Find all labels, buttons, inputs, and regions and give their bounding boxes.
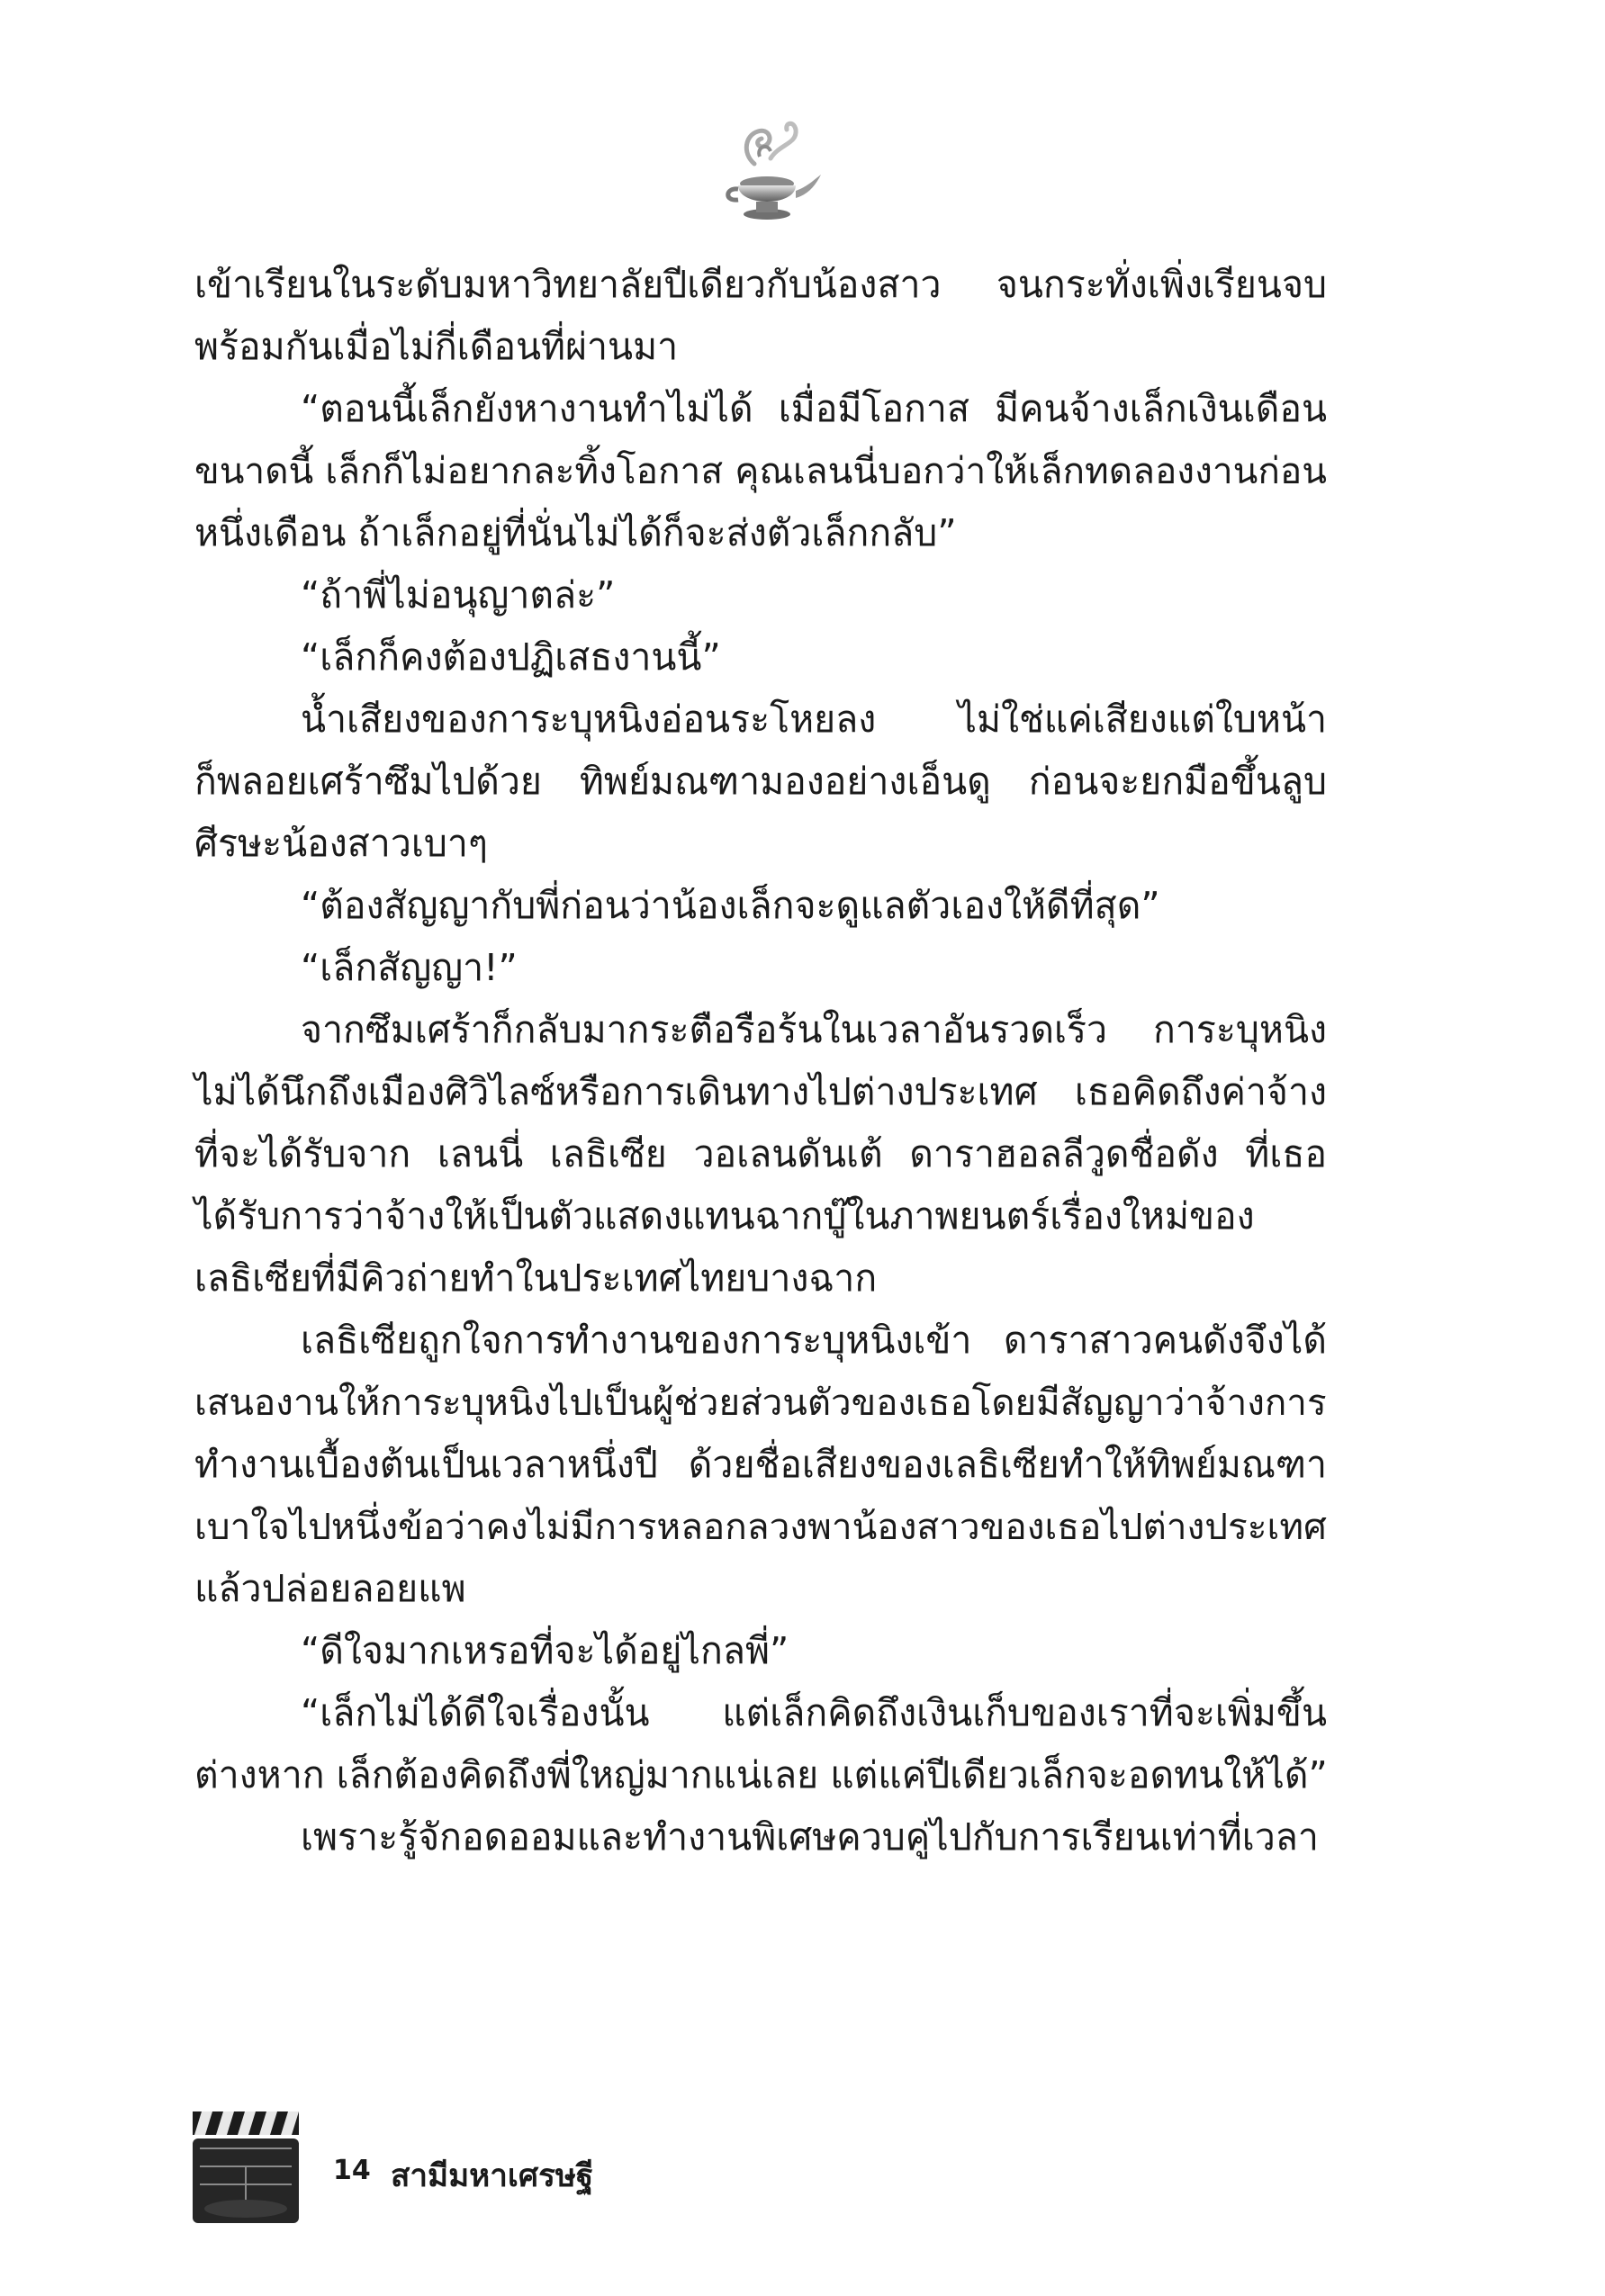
- teapot-lamp-icon: [702, 108, 828, 234]
- text-line: ก็พลอยเศร้าซึมไปด้วย ทิพย์มณฑามองอย่างเอ็นดู ก่อนจะยกมือขึ้นลูบ: [194, 760, 1327, 803]
- text-line: “เล็กสัญญา!”: [301, 946, 518, 989]
- text-line: ขนาดนี้ เล็กก็ไม่อยากละทิ้งโอกาส คุณเลนนี่บอกว่าให้เล็กทดลองงานก่อน: [194, 449, 1327, 492]
- text-line: “เล็กไม่ได้ดีใจเรื่องนั้น แต่เล็กคิดถึงเงินเก็บของเราที่จะเพิ่มขึ้น: [301, 1691, 1327, 1734]
- text-line: เพราะรู้จักอดออมและทำงานพิเศษควบคู่ไปกับการเรียนเท่าที่เวลา: [301, 1815, 1319, 1859]
- text-line: หนึ่งเดือน ถ้าเล็กอยู่ที่นั่นไม่ได้ก็จะส่งตัวเล็กกลับ”: [194, 511, 957, 554]
- text-line: พร้อมกันเมื่อไม่กี่เดือนที่ผ่านมา: [194, 325, 679, 368]
- text-line: ที่จะได้รับจาก เลนนี่ เลธิเซีย วอเลนดันเต้ ดาราฮอลลีวูดชื่อดัง ที่เธอ: [194, 1132, 1327, 1175]
- text-line: เลธิเซียที่มีคิวถ่ายทำในประเทศไทยบางฉาก: [194, 1256, 878, 1300]
- text-line: “ตอนนี้เล็กยังหางานทำไม่ได้ เมื่อมีโอกาส มีคนจ้างเล็กเงินเดือน: [301, 387, 1327, 430]
- text-line: เลธิเซียถูกใจการทำงานของการะบุหนิงเข้า ดาราสาวคนดังจึงได้: [301, 1319, 1327, 1362]
- text-line: “ถ้าพี่ไม่อนุญาตล่ะ”: [301, 573, 616, 617]
- text-line: จากซึมเศร้าก็กลับมากระตือรือร้นในเวลาอันรวดเร็ว การะบุหนิง: [301, 1008, 1327, 1051]
- text-line: ได้รับการว่าจ้างให้เป็นตัวแสดงแทนฉากบู๊ในภาพยนตร์เรื่องใหม่ของ: [194, 1194, 1255, 1238]
- text-line: น้ำเสียงของการะบุหนิงอ่อนระโหยลง ไม่ใช่แค่เสียงแต่ใบหน้า: [301, 698, 1327, 741]
- text-line: เสนองานให้การะบุหนิงไปเป็นผู้ช่วยส่วนตัวของเธอโดยมีสัญญาว่าจ้างการ: [194, 1382, 1327, 1424]
- text-line: “ต้องสัญญากับพี่ก่อนว่าน้องเล็กจะดูแลตัวเองให้ดีที่สุด”: [301, 884, 1160, 927]
- text-line: ทำงานเบื้องต้นเป็นเวลาหนึ่งปี ด้วยชื่อเสียงของเลธิเซียทำให้ทิพย์มณฑา: [194, 1443, 1327, 1486]
- text-line: ศีรษะน้องสาวเบาๆ: [194, 822, 488, 865]
- page-footer: [191, 2110, 1001, 2227]
- text-line: เบาใจไปหนึ่งข้อว่าคงไม่มีการหลอกลวงพาน้องสาวของเธอไปต่างประเทศ: [194, 1505, 1327, 1548]
- text-line: ต่างหาก เล็กต้องคิดถึงพี่ใหญ่มากแน่เลย แต่แค่ปีเดียวเล็กจะอดทนให้ได้”: [194, 1753, 1328, 1796]
- page-number: 14: [333, 2155, 371, 2186]
- text-line: “เล็กก็คงต้องปฏิเสธงานนี้”: [301, 635, 721, 679]
- text-line: แล้วปล่อยลอยแพ: [194, 1567, 466, 1610]
- body-text: [194, 254, 1327, 1868]
- film-clapperboard-icon: [191, 2110, 301, 2225]
- text-line: ไม่ได้นึกถึงเมืองศิวิไลซ์หรือการเดินทางไปต่างประเทศ เธอคิดถึงค่าจ้าง: [194, 1070, 1327, 1113]
- book-title: สามีมหาเศรษฐี: [391, 2158, 594, 2194]
- text-line: “ดีใจมากเหรอที่จะได้อยู่ไกลพี่”: [301, 1629, 789, 1672]
- text-line: เข้าเรียนในระดับมหาวิทยาลัยปีเดียวกับน้องสาว จนกระทั่งเพิ่งเรียนจบ: [194, 263, 1327, 306]
